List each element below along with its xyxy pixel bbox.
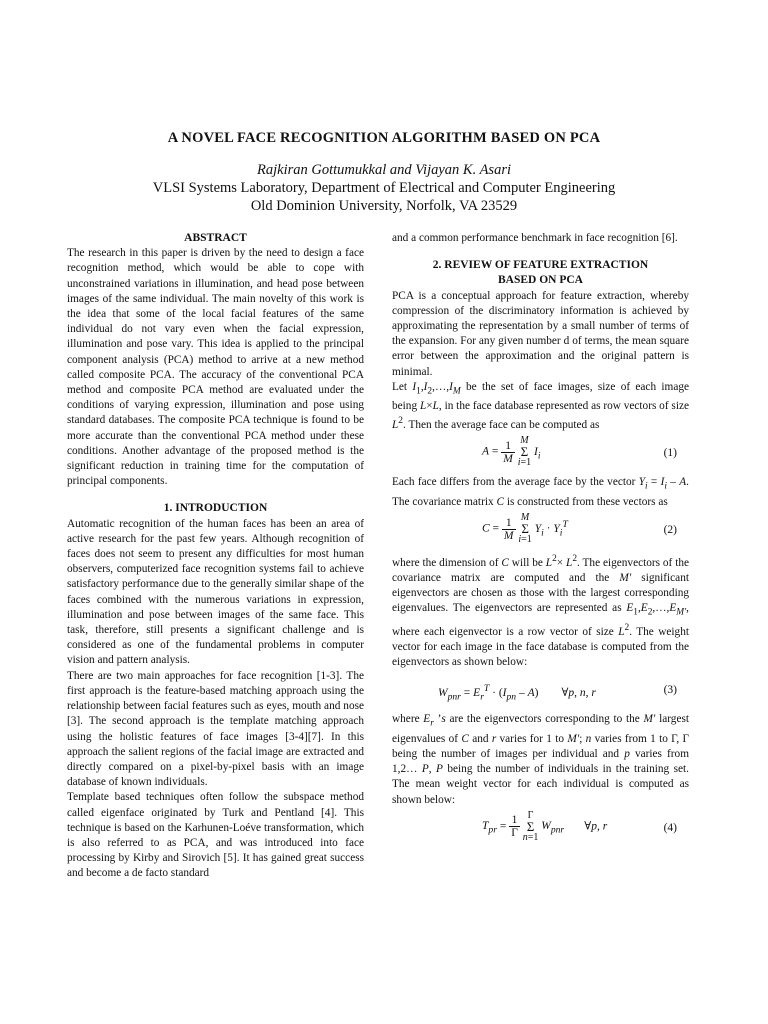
review-heading-line-1: 2. REVIEW OF FEATURE EXTRACTION [432, 259, 649, 272]
abstract-heading: ABSTRACT [184, 232, 247, 244]
review-paragraph-1: PCA is a conceptual approach for feature extraction, whereby compression of the discriminatory information is achieved by approximating the representation by a small number of terms of the expansion. For any given number d of terms, the mean square error between the approximation and the original pattern is minimal. [392, 289, 689, 378]
left-column [67, 231, 364, 882]
equation-1-number: (1) [663, 447, 677, 460]
affiliation-line-2: Old Dominion University, Norfolk, VA 23529 [250, 198, 518, 214]
difference-vector-sentence: Each face differs from the average face by the vector $Y_i = I_i - A$. The covariance matrix C is constructed from these vectors as [392, 476, 689, 508]
equation-1: A = $\frac{1}{M}$ M Σ i=1 $I_i$ (1) [482, 435, 677, 469]
right-column [392, 231, 689, 850]
equation-3-number: (3) [663, 684, 677, 697]
equation-4: $T_{pr}$ = $\frac{1}{\Gamma}$ Γ Σ n=1 $W_{pnr}$ ∀p, r (4) [482, 809, 677, 843]
weight-vector-paragraph: where $E_r$ ’s are the eigenvectors corresponding to the M′ largest eigenvalues of C and r varies for 1 to M′; n varies from 1 to Γ, Γ being the number of images per individual and p varies from 1,2… P, P being the number of individuals in the training set. The mean weight vector for each individual is computed as shown below: [392, 713, 690, 806]
equation-3: $W_{pnr} = E_r^T \cdot (I_{pn} - A)$ ∀p, n, r (3) [438, 683, 677, 703]
introduction-continuation: and a common performance benchmark in face recognition [6]. [392, 232, 678, 244]
abstract-text: The research in this paper is driven by the need to design a face recognition method, which would be able to cope with unconstrained variations in illumination, and head pose between images of the same individual. The main novelty of this work is the idea that some of the local facial features of the same individual do not vary even when the facial expression, illumination and pose vary. This idea is applied to the principal component analysis (PCA) method to arrive at a new method called composite PCA. The accuracy of the conventional PCA method and composite PCA method are evaluated under the conditions of varying expression, illumination and pose using standard databases. The composite PCA technique is found to be more accurate than the conventional PCA method under these conditions. Another advantage of the proposed method is the significant reduction in training time for the computation of principal components. [67, 247, 364, 488]
introduction-paragraph-1: Automatic recognition of the human faces has been an area of active research for the past few years. Although recognition of faces does not seem to present any difficulties for most human observers, computerized face recognition systems fail to achieve satisfactory performance due to the generally similar shape of the faces combined with the numerous variations in expression, illumination and pose between images of the same face. This task, therefore, still presents a significant challenge and is considered as one of the fundamental problems in computer vision and pattern analysis. [67, 517, 364, 667]
paper-title: A NOVEL FACE RECOGNITION ALGORITHM BASED ON PCA [167, 130, 601, 146]
introduction-paragraph-2: There are two main approaches for face recognition [1-3]. The first approach is the feature-based matching approach using the relationship between facial features such as eyes, mouth and nose [3]. The second approach is the template matching approach using the holistic features of face images [3-4][7]. In this approach the salient regions of the facial image are extracted and directly compared on a pixel-by-pixel basis with an image database of known individuals. [67, 669, 364, 789]
paper-authors: Rajkiran Gottumukkal and Vijayan K. Asari [257, 162, 511, 178]
introduction-heading: 1. INTRODUCTION [163, 502, 268, 515]
equation-2-number: (2) [663, 524, 677, 537]
affiliation-line-1: VLSI Systems Laboratory, Department of Electrical and Computer Engineering [152, 180, 616, 196]
introduction-paragraph-3: Template based techniques often follow the subspace method called eigenface originated by Turk and Pentland [4]. This technique is based on the Karhunen-Loéve transformation, which is also referred to as PCA, and was introduced into face processing by Kirby and Sirovich [5]. It has gained great success and become a de facto standard [67, 791, 364, 880]
face-set-sentence: Let $I_1,I_2,\dots,I_M$ be the set of face images, size of each image being L×L, in the face database represented as row vectors of size $L^2$. Then the average face can be computed as [392, 380, 689, 432]
equation-4-number: (4) [663, 821, 677, 834]
equation-2: C = $\frac{1}{M}$ M Σ i=1 $Y_i \cdot Y_i^T$ (2) [482, 512, 677, 546]
eigenvector-paragraph: where the dimension of C will be $L^2\times L^2$. The eigenvectors of the covariance matrix are computed and the M′ significant eigenvectors are chosen as those with the largest corresponding eigenvalues. The eigenvectors are represented as $E_1,E_2,\dots,E_{M'}$, where each eigenvector is a row vector of size $L^2$. The weight vector for each image in the face database is computed from the eigenvectors as shown below: [392, 554, 689, 669]
review-heading-line-2: BASED ON PCA [498, 274, 583, 287]
